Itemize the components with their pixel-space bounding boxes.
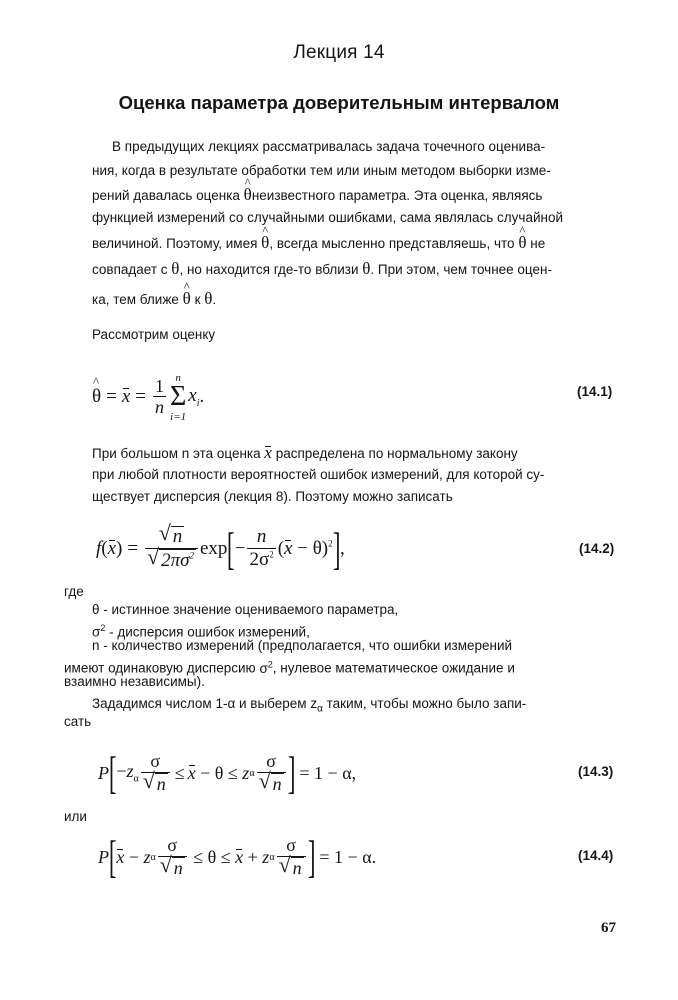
theta-symbol: θ <box>171 259 180 278</box>
para1-line3 <box>92 186 542 205</box>
equation-14-1 <box>92 366 624 426</box>
para1-line3-a: рений давалась оценка <box>92 188 240 203</box>
para2-line3: ществует дисперсия (лекция 8). Поэтому можно записать <box>92 489 453 504</box>
para2-line2: при любой плотности вероятностей ошибок измерений, для которой су- <box>92 467 545 482</box>
def-theta: θ - истинное значение оцениваемого параметра, <box>92 602 399 617</box>
para1-line5-a: величиной. Поэтому, имея <box>92 236 258 251</box>
set-alpha-line1-a: Зададимся числом 1-α и выберем z <box>92 696 318 711</box>
equation-14-1-body: ^ θ = x = $\frac{1}{n}$ n Σ i=1 $x_i$ . <box>92 372 204 423</box>
para2-line1-a: При большом n эта оценка <box>92 446 261 461</box>
equation-14-3-body: P [ $-z_\alpha$ σ √ n ≤ x − θ ≤ z α σ √ n ] = 1 − α, <box>98 742 356 804</box>
def-sigma-text: - дисперсия ошибок измерений, <box>109 624 310 640</box>
para1-line1: В предыдущих лекциях рассматривалась задача точечного оценива- <box>112 139 546 154</box>
equation-14-2-number: (14.2) <box>579 541 615 556</box>
theta-hat-symbol: ^ θ <box>518 234 526 252</box>
theta-hat-symbol: ^ θ <box>261 234 269 252</box>
para1-line7-c: . <box>212 292 217 307</box>
or-label: или <box>64 809 87 824</box>
theta-hat-symbol: ^ θ <box>183 290 191 308</box>
para1-line2: ния, когда в результате обработки тем или иным методом выборки изме- <box>92 163 551 178</box>
para1-line7-a: ка, тем ближе <box>92 292 179 307</box>
consider-text: Рассмотрим оценку <box>92 327 216 342</box>
def-n-line3: взаимно независимы). <box>64 674 205 689</box>
set-alpha-line1-b: таким, чтобы можно было запи- <box>326 696 527 711</box>
equation-14-4-number: (14.4) <box>578 848 614 863</box>
para1-line5 <box>92 234 545 253</box>
set-alpha-line1: Зададимся числом 1-α и выберем $z_\alpha$ таким, чтобы можно было запи- <box>92 696 527 715</box>
def-sigma-symbol: σ <box>92 624 101 640</box>
para1-line3-b: неизвестного параметра. Эта оценка, являясь <box>251 188 543 203</box>
theta-symbol: θ <box>204 289 213 308</box>
equation-14-1-number: (14.1) <box>577 384 613 399</box>
equation-14-3 <box>92 742 624 804</box>
equation-14-4 <box>92 826 624 888</box>
def-sigma: $\sigma^2$ - дисперсия ошибок измерений, <box>92 623 310 640</box>
where-label: где <box>64 584 84 599</box>
theta-hat-symbol: ^ θ <box>244 186 252 204</box>
para1-line7-b: к <box>194 292 201 307</box>
para2-line1 <box>92 444 518 463</box>
equation-14-2 <box>92 515 624 583</box>
x-bar-symbol: x <box>264 443 272 462</box>
equation-14-3-number: (14.3) <box>578 764 614 779</box>
para1-line5-c: не <box>530 236 546 251</box>
equation-14-2-body: f ( x ) = √ n √ $2\pi\sigma^2$ exp [ − $\frac{n}{2\sigma^2}$ ( x − θ)$^2$ ] , <box>96 515 345 583</box>
section-title: Оценка параметра доверительным интервалом <box>118 92 560 113</box>
para1-line5-b: , всегда мысленно представляешь, что <box>269 236 515 251</box>
def-n-line1: n - количество измерений (предполагается, что ошибки измерений <box>92 638 513 653</box>
para1-line6 <box>92 260 552 279</box>
def-n-line2-b: , нулевое математическое ожидание и <box>272 660 515 676</box>
def-n-line2-a: имеют одинаковую дисперсию <box>64 660 256 676</box>
equation-14-4-body: P [ x − z α σ √ n ≤ θ ≤ x + z α σ √ n ] = 1 − α. <box>98 826 376 888</box>
para2-line1-b: распределена по нормальному закону <box>275 446 518 461</box>
page-number: 67 <box>601 920 616 936</box>
para1-line7 <box>92 290 216 309</box>
para1-line6-a: совпадает с <box>92 262 168 277</box>
para1-line6-c: . При этом, чем точнее оцен- <box>370 262 552 277</box>
set-alpha-line2: сать <box>64 714 92 729</box>
def-n-line2: имеют одинаковую дисперсию $\sigma^2$, нулевое математическое ожидание и <box>64 659 515 676</box>
theta-symbol: θ <box>362 259 371 278</box>
para1-line4: функцией измерений со случайными ошибками, сама являлась случайной <box>92 210 564 225</box>
lecture-title: Лекция 14 <box>293 42 385 63</box>
para1-line6-b: , но находится где-то вблизи <box>179 262 359 277</box>
